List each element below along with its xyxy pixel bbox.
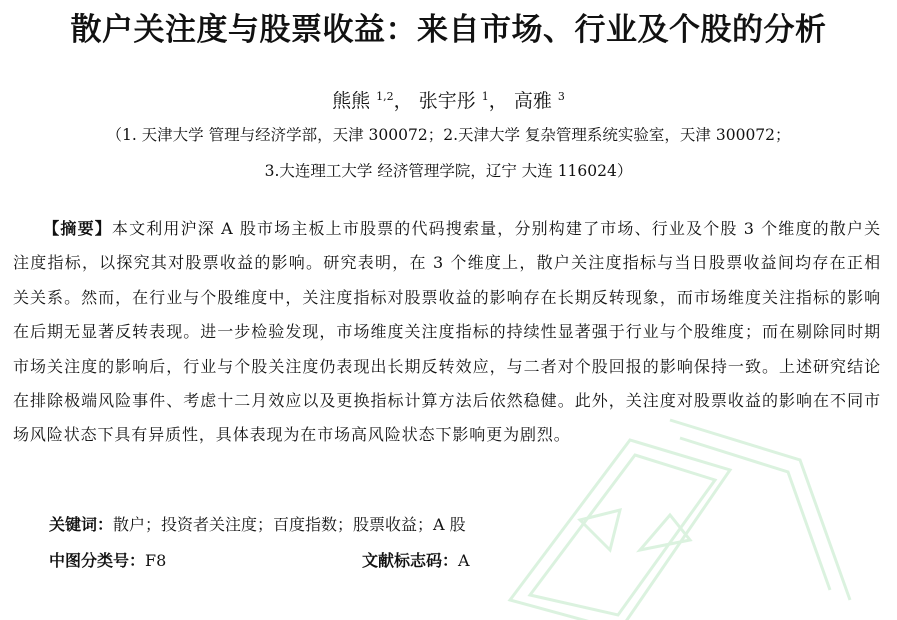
keywords-label: 关键词： [49, 515, 114, 534]
doc-code-value: A [458, 551, 470, 570]
author-list [0, 84, 897, 114]
abstract-text: 本文利用沪深 A 股市场主板上市股票的代码搜索量，分别构建了市场、行业及个股 3 个维度的散户关注度指标，以探究其对股票收益的影响。研究表明，在 3 个维度上，散户关注度指标与当日股票收益间均存在正相关关系。然而，在行业与个股维度中，关注度指标对股票收益的影响存在长期反转现象，而市场维度关注指标的影响在后期无显著反转表现。进一步检验发现，市场维度关注度指标的持续性显著强于行业与个股维度；而在剔除同时期市场关注度的影响后，行业与个股关注度仍表现出长期反转效应，与二者对个股回报的影响保持一致。上述研究结论在排除极端风险事件、考虑十二月效应以及更换指标计算方法后依然稳健。此外，关注度对股票收益的影响在不同市场风险状态下具有异质性，具体表现为在市场高风险状态下影响更为剧烈。 [13, 219, 881, 445]
doc-code-label: 文献标志码： [362, 551, 459, 570]
document-code [362, 549, 470, 573]
keywords-text: 散户；投资者关注度；百度指数；股票收益；A 股 [113, 515, 466, 534]
author-separator: ， [488, 90, 508, 112]
clc-number [49, 549, 166, 573]
clc-value: F8 [145, 551, 167, 570]
paper-title: 散户关注度与股票收益：来自市场、行业及个股的分析 [70, 12, 827, 48]
affiliation-line-1: （1. 天津大学 管理与经济学部，天津 300072；2.天津大学 复杂管理系统实验室，天津 300072； [106, 126, 791, 144]
author-name: 高雅 [513, 90, 552, 112]
clc-label: 中图分类号： [49, 551, 146, 570]
author-name: 熊熊 [332, 90, 371, 112]
keywords-line [49, 513, 466, 537]
abstract-label: 【摘要】 [43, 219, 112, 238]
author-separator: ， [393, 90, 413, 112]
author-affiliation-mark: 1 [481, 90, 489, 103]
affiliation-line-2: 3.大连理工大学 经济管理学院，辽宁 大连 116024） [264, 162, 633, 180]
author-affiliation-mark: 1,2 [376, 90, 394, 103]
author-name: 张宇彤 [418, 90, 476, 112]
abstract-paragraph [13, 212, 881, 453]
author-affiliation-mark: 3 [557, 90, 565, 103]
